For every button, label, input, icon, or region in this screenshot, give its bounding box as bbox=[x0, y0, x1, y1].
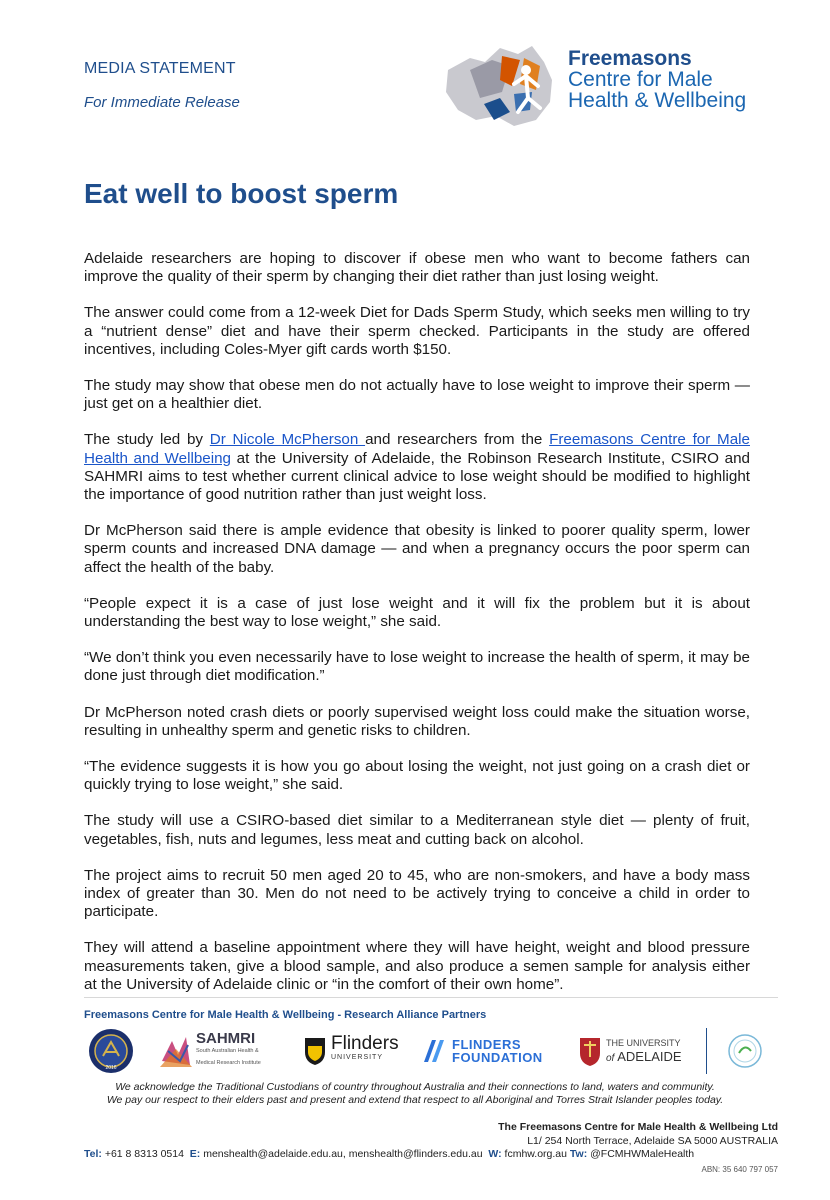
paragraph-10: The study will use a CSIRO-based diet similar to a Mediterranean style diet — plenty of fruit, vegetables, fish, nuts and legumes, less meat and cutting back on alcohol. bbox=[84, 812, 750, 848]
paragraph-6: “People expect it is a case of just lose weight and it will fix the problem but it is about understanding the best way to lose weight,” she said. bbox=[84, 594, 750, 631]
link-dr-nicole-mcpherson[interactable]: Dr Nicole McPherson bbox=[209, 431, 366, 449]
flinders-foundation-logo bbox=[420, 1028, 543, 1074]
flinders-foundation-icon bbox=[420, 1036, 448, 1066]
masonic-seal-icon bbox=[88, 1028, 134, 1074]
sahmri-sub: South Australian Health & Medical Research Institute bbox=[196, 1048, 261, 1066]
paragraph-1: Adelaide researchers are hoping to discover if obese men who want to become fathers can improve the quality of their sperm by changing their diet rather than just losing weight. bbox=[84, 250, 750, 286]
paragraph-4-part-b: and researchers from the bbox=[365, 431, 550, 449]
round-badge-logo bbox=[728, 1028, 762, 1074]
flinders-foundation-line-1: FLINDERS bbox=[452, 1037, 521, 1052]
sahmri-name: SAHMRI bbox=[196, 1030, 256, 1047]
twitter-label: Tw: bbox=[569, 1148, 588, 1160]
release-label: For Immediate Release bbox=[84, 94, 240, 111]
logo-line-1: Freemasons bbox=[568, 47, 692, 70]
web-value[interactable]: fcmhw.org.au bbox=[504, 1148, 567, 1160]
acknowledgement bbox=[60, 1081, 770, 1107]
adelaide-crest-icon bbox=[578, 1035, 602, 1067]
freemasons-seal-logo bbox=[88, 1028, 134, 1074]
web-label: W: bbox=[488, 1148, 502, 1160]
sahmri-splash-icon bbox=[158, 1031, 194, 1071]
partners-title: Freemasons Centre for Male Health & Wellbeing - Research Alliance Partners bbox=[84, 1009, 487, 1021]
email-label: E: bbox=[189, 1148, 201, 1160]
adelaide-of: of bbox=[606, 1053, 615, 1064]
paragraph-11: The project aims to recruit 50 men aged 20 to 45, who are non-smokers, and have a body mass index of greater than 30. Men do not need to be actively trying to conceive a child in order to participate. bbox=[84, 866, 750, 921]
footer-divider bbox=[84, 997, 778, 998]
paragraph-4 bbox=[84, 431, 750, 504]
tel-label: Tel: bbox=[84, 1148, 102, 1160]
flinders-name: Flinders bbox=[331, 1033, 399, 1054]
paragraph-4-part-a: The study led by bbox=[84, 431, 210, 449]
round-badge-icon bbox=[728, 1034, 762, 1068]
logo-text bbox=[568, 48, 746, 111]
paragraph-5: Dr McPherson said there is ample evidence that obesity is linked to poorer quality sperm, lower sperm counts and increased DNA damage — and when a pregnancy occurs the poor sperm can affect the health of the baby. bbox=[84, 522, 750, 576]
seal-year: 2016 bbox=[105, 1065, 117, 1071]
article-body bbox=[84, 250, 750, 1012]
flinders-sub: UNIVERSITY bbox=[331, 1054, 384, 1061]
australia-map-icon bbox=[440, 40, 570, 135]
fcmhw-logo bbox=[440, 40, 780, 135]
flinders-shield-icon bbox=[304, 1036, 326, 1066]
acknowledgement-line-2: We pay our respect to their elders past and present and extend that respect to all Aboriginal and Torres Strait Islander peoples today. bbox=[106, 1094, 724, 1106]
paragraph-7: “We don’t think you even necessarily have to lose weight to increase the health of sperm, it may be done just through diet modification.” bbox=[84, 649, 750, 685]
header-left bbox=[84, 60, 240, 111]
sahmri-logo bbox=[158, 1028, 288, 1074]
logo-line-2: Centre for Male bbox=[568, 68, 713, 91]
flinders-foundation-line-2: FOUNDATION bbox=[452, 1050, 543, 1065]
adelaide-line-2: ADELAIDE bbox=[617, 1049, 682, 1064]
paragraph-3: The study may show that obese men do not actually have to lose weight to improve their sperm — just get on a healthier diet. bbox=[84, 377, 750, 413]
partner-logos bbox=[84, 1028, 784, 1076]
adelaide-line-1: THE UNIVERSITY bbox=[606, 1038, 681, 1048]
link-fcmhw[interactable]: Freemasons Centre for Male Health and Wellbeing bbox=[84, 431, 750, 467]
footer-address-block bbox=[498, 1121, 778, 1148]
paragraph-12: They will attend a baseline appointment where they will have height, weight and blood pressure measurements taken, give a blood sample, and also produce a semen sample for analysis either at the University of Adelaide clinic or “in the comfort of their own home”. bbox=[84, 939, 750, 993]
footer-org-name: The Freemasons Centre for Male Health & Wellbeing Ltd bbox=[498, 1121, 778, 1133]
tel-value: +61 8 8313 0514 bbox=[104, 1148, 184, 1160]
headline: Eat well to boost sperm bbox=[84, 178, 399, 209]
email-value[interactable]: menshealth@adelaide.edu.au, menshealth@flinders.edu.au bbox=[203, 1148, 483, 1160]
flinders-university-logo bbox=[304, 1028, 399, 1074]
acknowledgement-line-1: We acknowledge the Traditional Custodians of country throughout Australia and their connections to land, waters and community. bbox=[115, 1081, 715, 1093]
paragraph-2: The answer could come from a 12-week Diet for Dads Sperm Study, which seeks men willing to try a “nutrient dense” diet and have their sperm checked. Participants in the study are offered incentives, including Coles-Myer gift cards worth $150. bbox=[84, 304, 750, 358]
university-of-adelaide-logo bbox=[578, 1028, 682, 1074]
footer-address: L1/ 254 North Terrace, Adelaide SA 5000 AUSTRALIA bbox=[527, 1134, 778, 1147]
logo-line-3: Health & Wellbeing bbox=[568, 89, 747, 112]
abn: ABN: 35 640 797 057 bbox=[701, 1165, 778, 1174]
paragraph-8: Dr McPherson noted crash diets or poorly supervised weight loss could make the situation worse, resulting in unhealthy sperm and genetic risks to children. bbox=[84, 703, 750, 739]
media-statement-label: MEDIA STATEMENT bbox=[84, 60, 236, 77]
paragraph-9: “The evidence suggests it is how you go about losing the weight, not just going on a crash diet or quickly trying to lose weight,” she said. bbox=[84, 758, 750, 794]
paragraph-4-part-c: at the University of Adelaide, the Robinson Research Institute, CSIRO and SAHMRI aims to test whether current clinical advice to lose weight should be modified to highlight the importance of good nutrition rather than just weight loss. bbox=[84, 449, 750, 504]
twitter-value[interactable]: @FCMHWMaleHealth bbox=[590, 1148, 695, 1160]
partner-divider bbox=[706, 1028, 707, 1074]
footer-contact bbox=[84, 1148, 694, 1160]
